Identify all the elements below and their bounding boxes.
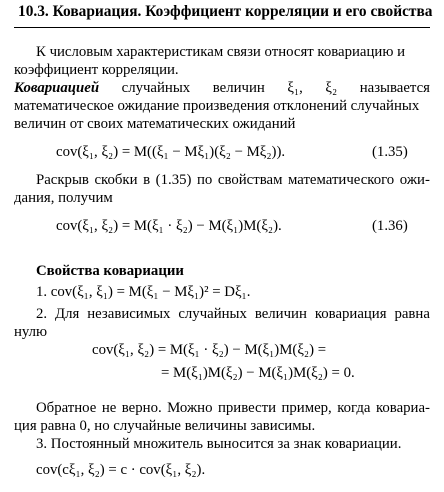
paragraph-word: математического [288,172,395,188]
paragraph-word: Обратное [36,400,97,416]
paragraph-word: в [143,172,151,188]
property-2-line-1 [36,305,430,323]
paragraph-3-line-1 [36,399,430,417]
paragraph-word: ковариа- [375,400,430,416]
property-word: независимых [87,306,171,322]
intro-line-2: коэффициент корреляции. [14,62,179,78]
section-title: 10.3. Ковариация. Коэффициент корреляции и его свойства [18,3,433,20]
title-underline [14,27,430,28]
paragraph-word: верно. [121,400,162,416]
definition-word: ξ₂ [325,80,338,96]
paragraph-3-line-2: ция равна 0, но случайные величины зависимы. [14,418,316,434]
paragraph-word: Раскрыв [36,172,89,188]
paragraph-word: Можно [167,400,213,416]
paragraph-word: не [101,400,117,416]
definition-line-2: математическое ожидание произведения отклонений случайных [14,98,420,114]
paragraph-word: когда [337,400,371,416]
properties-heading: Свойства ковариации [36,263,184,279]
definition-line-3: величин от своих математических ожиданий [14,116,296,132]
equation-number-1-35: (1.35) [372,144,408,160]
property-2-equation-line-1: cov(ξ₁, ξ₂) = M(ξ₁ · ξ₂) − M(ξ₁)M(ξ₂) = [92,342,327,358]
paragraph-word: по [197,172,213,188]
paragraph-word: привести [217,400,276,416]
definition-word: ξ₁, [287,80,303,96]
property-2-line-2: нулю [14,324,48,340]
definition-word: случайных [121,80,191,96]
paragraph-word: ожи- [399,172,430,188]
equation-number-1-36: (1.36) [372,218,408,234]
definition-word: величин [212,80,265,96]
paragraph-2-line-2: дания, получим [14,190,113,206]
paragraph-2-line-1 [36,171,430,189]
property-word: Для [55,306,80,322]
definition-line-1 [14,79,430,97]
property-word: равна [394,306,430,322]
property-3-line-1: 3. Постоянный множитель выносится за знак ковариации. [36,436,402,452]
paragraph-word: свойствам [217,172,283,188]
paragraph-word: (1.35) [155,172,192,188]
property-2-equation-line-2: = M(ξ₁)M(ξ₂) − M(ξ₁)M(ξ₂) = 0. [161,365,355,381]
property-3-formula: cov(cξ₁, ξ₂) = c · cov(ξ₁, ξ₂). [36,462,206,478]
definition-term: Ковариацией [14,80,100,96]
property-word: 2. [36,306,48,322]
property-word: величин [254,306,307,322]
paragraph-word: пример, [281,400,332,416]
property-word: ковариация [314,306,387,322]
definition-word: называется [359,80,430,96]
property-1: 1. cov(ξ₁, ξ₁) = M(ξ₁ − Mξ₁)² = Dξ₁. [36,284,251,300]
property-word: случайных [178,306,247,322]
paragraph-word: скобки [94,172,138,188]
equation-1-35: cov(ξ₁, ξ₂) = M((ξ₁ − Mξ₁)(ξ₂ − Mξ₂)). [56,144,286,160]
intro-line-1: К числовым характеристикам связи относят ковариацию и [36,44,406,60]
equation-1-36: cov(ξ₁, ξ₂) = M(ξ₁ · ξ₂) − M(ξ₁)M(ξ₂). [56,218,282,234]
